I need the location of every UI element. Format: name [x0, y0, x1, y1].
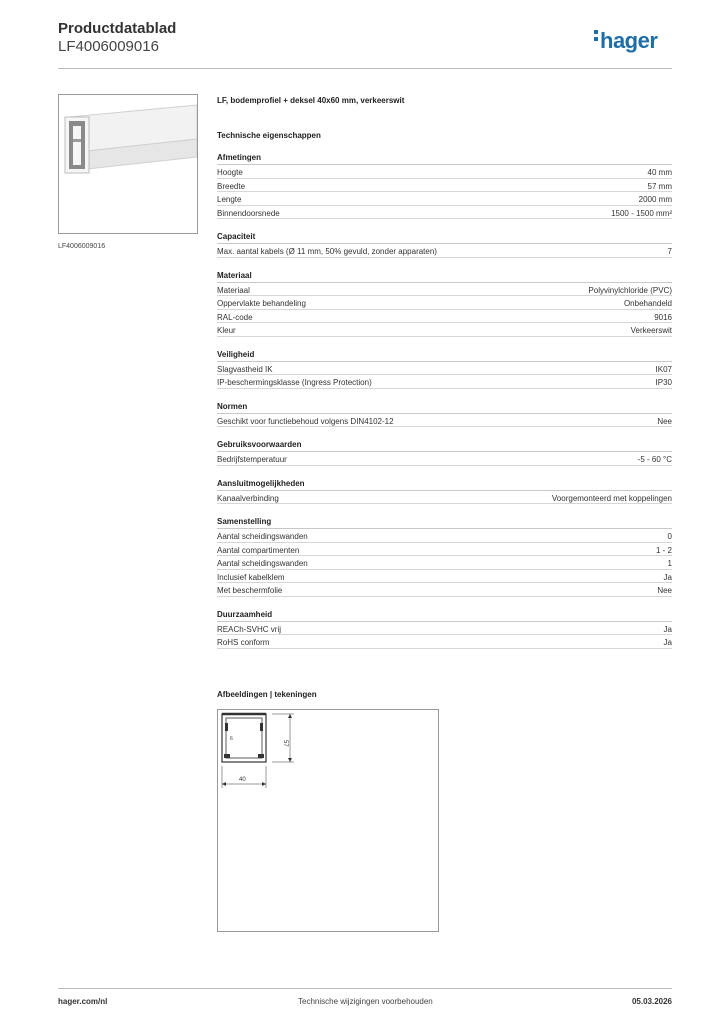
- section-title: Materiaal: [217, 270, 672, 283]
- spec-value: 1: [667, 559, 672, 568]
- section-title: Afmetingen: [217, 152, 672, 165]
- spec-value: 57 mm: [647, 181, 672, 191]
- spec-row: [217, 283, 672, 297]
- spec-row: [217, 323, 672, 337]
- section-title: Capaciteit: [217, 231, 672, 244]
- spec-value: Voorgemonteerd met koppelingen: [551, 493, 672, 503]
- spec-label: REACh-SVHC vrij: [217, 624, 282, 634]
- spec-section: [217, 270, 672, 337]
- spec-value: 1 - 2: [655, 545, 672, 555]
- spec-label: Max. aantal kabels (Ø 11 mm, 50% gevuld, zonder apparaten): [217, 247, 437, 256]
- section-title: Samenstelling: [217, 516, 672, 529]
- spec-row: [217, 583, 672, 597]
- spec-label: Hoogte: [217, 168, 243, 177]
- spec-value: 1500 - 1500 mm²: [611, 208, 672, 218]
- spec-value: 7: [667, 247, 672, 256]
- spec-label: Kanaalverbinding: [217, 493, 279, 503]
- cable-duct-photo-icon: [59, 95, 197, 233]
- spec-row: [217, 543, 672, 557]
- spec-value: IP30: [655, 378, 672, 387]
- logo-dots-icon: [594, 30, 598, 44]
- spec-label: Aantal scheidingswanden: [217, 532, 308, 541]
- spec-row: [217, 206, 672, 220]
- spec-label: Kleur: [217, 326, 236, 335]
- footer-disclaimer: Technische wijzigingen voorbehouden: [298, 997, 433, 1006]
- spec-label: IP-beschermingsklasse (Ingress Protection): [217, 378, 372, 387]
- spec-label: Aantal compartimenten: [217, 545, 300, 555]
- technical-drawing: [217, 709, 439, 932]
- spec-value: 9016: [654, 312, 672, 322]
- spec-value: Polyvinylchloride (PVC): [588, 285, 672, 295]
- page-title: Productdatablad: [58, 20, 177, 37]
- header-divider: [58, 68, 672, 69]
- section-title: Normen: [217, 401, 672, 414]
- spec-label: Bedrijfstemperatuur: [217, 455, 287, 464]
- spec-row: [217, 165, 672, 179]
- footer-divider: [58, 988, 672, 989]
- spec-label: Binnendoorsnede: [217, 208, 280, 218]
- spec-label: RoHS conform: [217, 638, 270, 647]
- spec-row: [217, 452, 672, 466]
- photo-caption: LF4006009016: [58, 243, 106, 250]
- section-title: Gebruiksvoorwaarden: [217, 439, 672, 452]
- spec-section: [217, 401, 672, 428]
- spec-value: 40 mm: [647, 168, 672, 177]
- spec-label: Lengte: [217, 195, 242, 204]
- spec-value: Onbehandeld: [623, 299, 672, 308]
- spec-value: Nee: [657, 586, 672, 595]
- spec-label: Met beschermfolie: [217, 586, 283, 595]
- spec-row: [217, 635, 672, 649]
- spec-label: Aantal scheidingswanden: [217, 559, 308, 568]
- spec-row: [217, 362, 672, 376]
- spec-value: IK07: [655, 364, 672, 374]
- spec-value: -5 - 60 °C: [637, 455, 672, 464]
- spec-row: [217, 296, 672, 310]
- spec-section: [217, 609, 672, 649]
- spec-row: [217, 310, 672, 324]
- spec-value: Nee: [657, 416, 672, 426]
- spec-row: [217, 556, 672, 570]
- spec-row: [217, 491, 672, 505]
- spec-row: [217, 244, 672, 258]
- spec-label: Materiaal: [217, 285, 250, 295]
- spec-section: [217, 439, 672, 466]
- spec-value: 2000 mm: [638, 195, 672, 204]
- spec-label: Breedte: [217, 181, 246, 191]
- spec-section: [217, 478, 672, 505]
- spec-label: Oppervlakte behandeling: [217, 299, 306, 308]
- spec-value: Ja: [663, 572, 672, 582]
- duct-cross-section-icon: [218, 710, 438, 931]
- spec-row: [217, 375, 672, 389]
- section-title: Veiligheid: [217, 349, 672, 362]
- spec-label: RAL-code: [217, 312, 253, 322]
- section-title: Aansluitmogelijkheden: [217, 478, 672, 491]
- footer-date: 05.03.2026: [631, 997, 672, 1006]
- spec-sections: [217, 152, 672, 649]
- spec-row: [217, 192, 672, 206]
- images-heading: Afbeeldingen | tekeningen: [217, 690, 317, 699]
- spec-row: [217, 179, 672, 193]
- spec-value: Ja: [663, 624, 672, 634]
- height-dimension-label: 57: [282, 740, 288, 747]
- spec-value: Ja: [663, 638, 672, 647]
- spec-row: [217, 622, 672, 636]
- spec-section: [217, 516, 672, 597]
- spec-row: [217, 414, 672, 428]
- footer-website: hager.com/nl: [58, 997, 108, 1006]
- spec-section: [217, 231, 672, 258]
- product-specs: [217, 95, 672, 649]
- logo-text: hager: [600, 28, 658, 53]
- spec-label: Inclusief kabelklem: [217, 572, 285, 582]
- spec-value: Verkeerswit: [630, 326, 672, 335]
- spec-section: [217, 349, 672, 389]
- width-dimension-label: 40: [239, 777, 246, 783]
- spec-label: Geschikt voor functiebehoud volgens DIN4102-12: [217, 416, 394, 426]
- product-code: LF4006009016: [58, 38, 159, 55]
- section-title: Duurzaamheid: [217, 609, 672, 622]
- product-photo: [58, 94, 198, 234]
- spec-label: Slagvastheid IK: [217, 364, 273, 374]
- tech-heading: Technische eigenschappen: [217, 131, 321, 140]
- spec-value: 0: [667, 532, 672, 541]
- spec-section: [217, 152, 672, 219]
- spec-row: [217, 570, 672, 584]
- inner-dimension-label: 6: [230, 736, 233, 742]
- spec-row: [217, 529, 672, 543]
- hager-logo: [594, 28, 657, 54]
- product-title: LF, bodemprofiel + deksel 40x60 mm, verkeerswit: [217, 96, 405, 105]
